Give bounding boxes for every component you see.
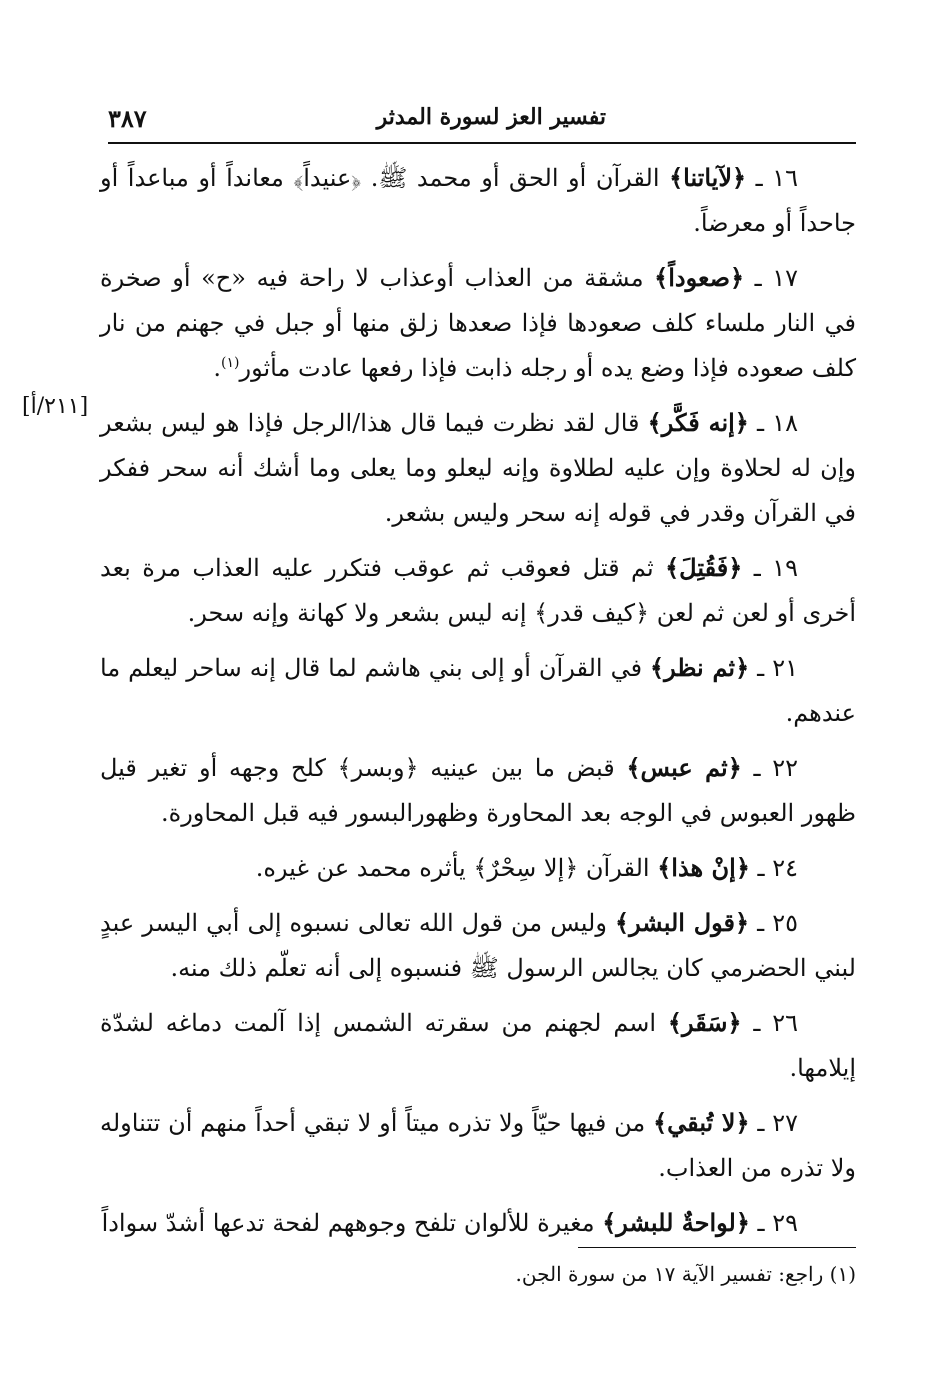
verse-note-26: ٢٦ ـ ﴿سَقَر﴾ اسم لجهنم من سقرته الشمس إذا آلمت دماغه لشدّة إيلامها.	[100, 1008, 856, 1082]
verse-note-19: ١٩ ـ ﴿فَقُتِلَ﴾ ثم قتل فعوقب ثم عوقب فتكرر عليه العذاب مرة بعد أخرى أو لعن ثم لعن ﴿كيف قدر﴾ إنه ليس بشعر ولا كهانة وإنه سحر.	[100, 553, 856, 627]
verse-note-18: ١٨ ـ ﴿إنه فَكَّر﴾ قال لقد نظرت فيما قال هذا/الرجل فإذا هو ليس بشعر وإن له لحلاوة وإن عليه لطلاوة وإنه ليعلو وما يعلى وما أشك أنه سحر ففكر في القرآن وقدر في قوله إنه سحر وليس بشعر.	[100, 408, 856, 527]
running-title: تفسير العز لسورة المدثر	[376, 104, 606, 130]
verse-note-27: ٢٧ ـ ﴿لا تُبقي﴾ من فيها حيّاً ولا تذره ميتاً أو لا تبقي أحداً منهم أن تتناوله ولا تذره من العذاب.	[100, 1108, 856, 1182]
verse-note-24: ٢٤ ـ ﴿إنْ هذا﴾ القرآن ﴿إلا سِحْرٌ﴾ يأثره محمد عن غيره.	[255, 853, 798, 882]
verse-note-22: ٢٢ ـ ﴿ثم عبس﴾ قبض ما بين عينيه ﴿وبسر﴾ كلح وجهه أو تغير قيل ظهور العبوس في الوجه بعد المحاورة وظهورالبسور فيه قبل المحاورة.	[100, 753, 856, 827]
footnote-rule	[578, 1247, 856, 1248]
verse-note-21: ٢١ ـ ﴿ثم نظر﴾ في القرآن أو إلى بني هاشم لما قال إنه ساحر ليعلم ما عندهم.	[100, 653, 856, 727]
running-header	[108, 98, 856, 142]
verse-note-29: ٢٩ ـ ﴿لواحةٌ للبشر﴾ مغيرة للألوان تلفح وجوههم لفحة تدعها أشدّ سواداً	[101, 1208, 798, 1237]
verse-note-25: ٢٥ ـ ﴿قول البشر﴾ وليس من قول الله تعالى نسبوه إلى أبي اليسر عبدٍ لبني الحضرمي كان يجالس الرسول ﷺ فنسبوه إلى أنه تعلّم ذلك منه.	[100, 908, 856, 982]
footnote-marker: (١)	[221, 355, 240, 371]
page-number: ٣٨٧	[108, 104, 147, 133]
footnote: (١) راجع: تفسير الآية ١٧ من سورة الجن.	[515, 1262, 856, 1286]
margin-folio-reference: [٢١١/أ]	[22, 394, 89, 419]
commentary-body	[100, 155, 856, 1255]
verse-note-16: ١٦ ـ ﴿لآياتنا﴾ القرآن أو الحق أو محمد ﷺ. ﴿عنيداً﴾ معانداً أو مباعداً أو جاحداً أو معرضاً.	[100, 163, 856, 237]
verse-note-17: ١٧ ـ ﴿صعوداً﴾ مشقة من العذاب أوعذاب لا راحة فيه «ح» أو صخرة في النار ملساء كلف صعودها فإذا صعدها زلق منها أو جبل في جهنم من نار كلف صعوده فإذا وضع يده أو رجله ذابت فإذا رفعها عادت مأثور$^{(١)}$.	[100, 263, 856, 382]
header-rule	[108, 142, 856, 144]
